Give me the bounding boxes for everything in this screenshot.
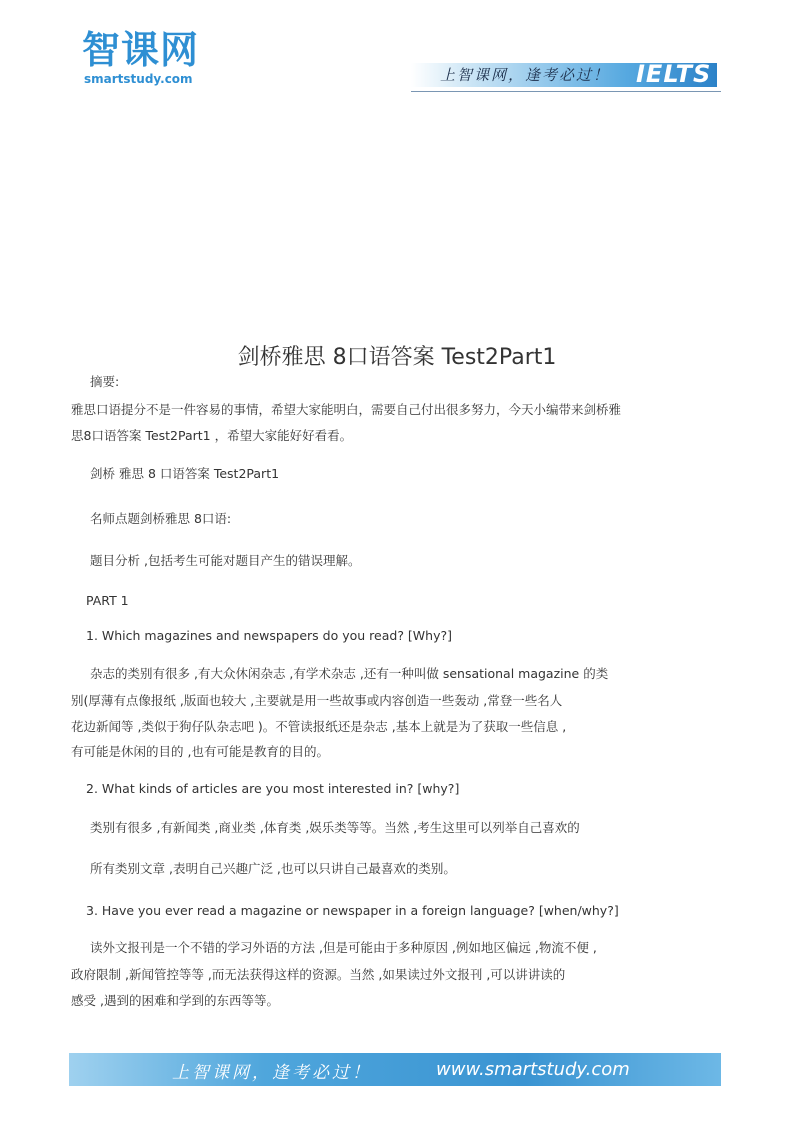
analysis-line: 题目分析 ,包括考生可能对题目产生的错误理解。 — [90, 553, 361, 568]
logo — [82, 28, 212, 88]
answer-1-line-4: 有可能是休闲的目的 ,也有可能是教育的目的。 — [71, 744, 329, 759]
logo-wordmark: 智课网 — [82, 28, 200, 72]
answer-2-line-1: 类别有很多 ,有新闻类 ,商业类 ,体育类 ,娱乐类等等。当然 ,考生这里可以列举自己喜欢的 — [90, 820, 580, 835]
header-slogan: 上智课网，逢考必过！ — [440, 66, 611, 84]
answer-1-line-3: 花边新闻等 ,类似于狗仔队杂志吧 )。不管读报纸还是杂志 ,基本上就是为了获取一些信息 , — [71, 719, 567, 734]
answer-3-line-3: 感受 ,遇到的困难和学到的东西等等。 — [71, 993, 279, 1008]
answer-3-line-1: 读外文报刊是一个不错的学习外语的方法 ,但是可能由于多种原因 ,例如地区偏远 ,物流不便 , — [90, 940, 597, 955]
question-3: 3. Have you ever read a magazine or newspaper in a foreign language? [when/why?] — [86, 903, 619, 918]
logo-domain: smartstudy.com — [84, 72, 193, 86]
subtitle-line: 剑桥 雅思 8 口语答案 Test2Part1 — [90, 466, 280, 481]
question-1: 1. Which magazines and newspapers do you read? [Why?] — [86, 628, 452, 643]
header-divider — [411, 91, 721, 92]
footer-slogan: 上智课网，逢考必过！ — [172, 1063, 372, 1083]
answer-2-line-2: 所有类别文章 ,表明自己兴趣广泛 ,也可以只讲自己最喜欢的类别。 — [90, 861, 456, 876]
question-2: 2. What kinds of articles are you most interested in? [why?] — [86, 781, 460, 796]
part-heading: PART 1 — [86, 593, 129, 608]
summary-label: 摘要: — [90, 374, 120, 389]
page-title: 剑桥雅思 8口语答案 Test2Part1 — [237, 345, 557, 370]
ielts-label: IELTS — [636, 60, 712, 88]
answer-1-line-2: 别(厚薄有点像报纸 ,版面也较大 ,主要就是用一些故事或内容创造一些轰动 ,常登一些名人 — [71, 693, 563, 708]
answer-1-line-1: 杂志的类别有很多 ,有大众休闲杂志 ,有学术杂志 ,还有一种叫做 sensational magazine 的类 — [90, 666, 609, 681]
footer-url: www.smartstudy.com — [436, 1059, 630, 1080]
teacher-note-line: 名师点题剑桥雅思 8口语: — [90, 511, 232, 526]
summary-line-2: 思8口语答案 Test2Part1 ，希望大家能好好看看。 — [71, 428, 353, 443]
answer-3-line-2: 政府限制 ,新闻管控等等 ,而无法获得这样的资源。当然 ,如果读过外文报刊 ,可以讲讲读的 — [71, 967, 566, 982]
summary-line-1: 雅思口语提分不是一件容易的事情，希望大家能明白，需要自己付出很多努力，今天小编带来剑桥雅 — [71, 402, 622, 417]
